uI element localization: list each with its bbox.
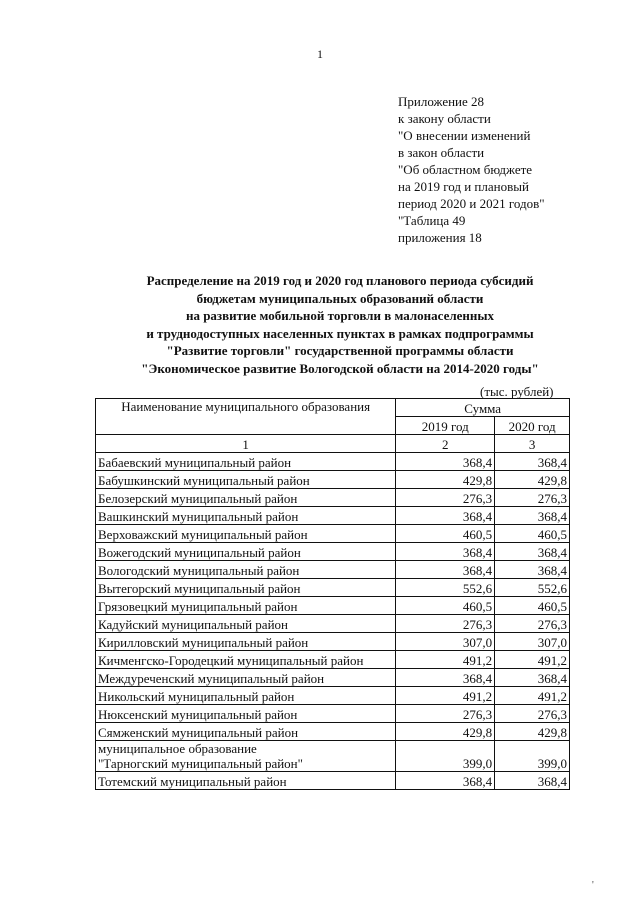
- column-number: 2: [396, 435, 495, 453]
- table-row: [96, 633, 570, 651]
- table-row: [96, 723, 570, 741]
- municipality-name-line: "Тарногский муниципальный район": [98, 756, 303, 771]
- table-row: [96, 561, 570, 579]
- column-number: 1: [96, 435, 396, 453]
- document-title: [0, 272, 640, 377]
- amount-2019: 368,4: [396, 561, 495, 579]
- table-row: [96, 651, 570, 669]
- municipality-name: Кадуйский муниципальный район: [96, 615, 396, 633]
- municipality-name: Кичменгско-Городецкий муниципальный район: [96, 651, 396, 669]
- municipality-name: Бабушкинский муниципальный район: [96, 471, 396, 489]
- title-line: бюджетам муниципальных образований области: [196, 290, 484, 306]
- amount-2020: 276,3: [495, 615, 570, 633]
- amount-2019: 460,5: [396, 525, 495, 543]
- units-label: (тыс. рублей): [480, 384, 554, 399]
- municipality-name: Грязовецкий муниципальный район: [96, 597, 396, 615]
- municipality-name: Вологодский муниципальный район: [96, 561, 396, 579]
- appendix-line: на 2019 год и плановый: [398, 179, 529, 194]
- amount-2020: 368,4: [495, 772, 570, 790]
- appendix-line: "Об областном бюджете: [398, 162, 533, 177]
- amount-2020: 276,3: [495, 705, 570, 723]
- appendix-line: период 2020 и 2021 годов": [398, 196, 545, 211]
- municipality-name: Вашкинский муниципальный район: [96, 507, 396, 525]
- header-2020: 2020 год: [495, 417, 570, 435]
- amount-2020: 368,4: [495, 561, 570, 579]
- column-number-row: [96, 435, 570, 453]
- amount-2019: 491,2: [396, 687, 495, 705]
- amount-2019: 276,3: [396, 489, 495, 507]
- amount-2020: 307,0: [495, 633, 570, 651]
- amount-2020: 399,0: [495, 741, 570, 772]
- amount-2019: 307,0: [396, 633, 495, 651]
- table-body: [96, 453, 570, 790]
- municipality-name: Вожегодский муниципальный район: [96, 543, 396, 561]
- amount-2019: 368,4: [396, 507, 495, 525]
- municipality-name: Белозерский муниципальный район: [96, 489, 396, 507]
- municipality-name-line: муниципальное образование: [98, 741, 257, 756]
- table-row: [96, 687, 570, 705]
- amount-2019: 429,8: [396, 723, 495, 741]
- table-row: [96, 669, 570, 687]
- amount-2019: 276,3: [396, 705, 495, 723]
- appendix-line: к закону области: [398, 111, 491, 126]
- amount-2019: 276,3: [396, 615, 495, 633]
- amount-2019: 368,4: [396, 669, 495, 687]
- table-row: [96, 705, 570, 723]
- amount-2020: 276,3: [495, 489, 570, 507]
- appendix-line: "Таблица 49: [398, 213, 466, 228]
- amount-2020: 368,4: [495, 453, 570, 471]
- amount-2020: 429,8: [495, 723, 570, 741]
- title-line: "Экономическое развитие Вологодской области на 2014-2020 годы": [141, 360, 539, 376]
- table-row: [96, 579, 570, 597]
- municipality-name: Вытегорский муниципальный район: [96, 579, 396, 597]
- amount-2020: 552,6: [495, 579, 570, 597]
- amount-2020: 460,5: [495, 597, 570, 615]
- title-line: на развитие мобильной торговли в малонаселенных: [185, 308, 495, 323]
- amount-2020: 368,4: [495, 543, 570, 561]
- title-line: Распределение на 2019 год и 2020 год планового периода субсидий: [146, 273, 534, 288]
- header-2019: 2019 год: [396, 417, 495, 435]
- amount-2019: 460,5: [396, 597, 495, 615]
- table-row: [96, 525, 570, 543]
- title-line: "Развитие торговли" государственной программы области: [166, 343, 514, 358]
- appendix-line: в закон области: [398, 145, 485, 160]
- amount-2020: 368,4: [495, 669, 570, 687]
- title-line: и труднодоступных населенных пунктах в рамках подпрограммы: [146, 325, 534, 341]
- amount-2019: 429,8: [396, 471, 495, 489]
- table-row: [96, 741, 570, 772]
- header-sum: Сумма: [396, 399, 570, 417]
- municipality-name: Междуреченский муниципальный район: [96, 669, 396, 687]
- amount-2020: 460,5: [495, 525, 570, 543]
- table-row: [96, 772, 570, 790]
- page-number: 1: [317, 47, 323, 61]
- municipality-name: Никольский муниципальный район: [96, 687, 396, 705]
- amount-2020: 491,2: [495, 651, 570, 669]
- scan-mark: ': [592, 880, 594, 891]
- municipality-name: [96, 741, 396, 772]
- amount-2020: 368,4: [495, 507, 570, 525]
- amount-2020: 429,8: [495, 471, 570, 489]
- municipality-name: Тотемский муниципальный район: [96, 772, 396, 790]
- table-row: [96, 453, 570, 471]
- table-row: [96, 543, 570, 561]
- municipality-name: Бабаевский муниципальный район: [96, 453, 396, 471]
- municipality-name: Сямженский муниципальный район: [96, 723, 396, 741]
- table-row: [96, 489, 570, 507]
- amount-2019: 368,4: [396, 453, 495, 471]
- appendix-line: Приложение 28: [398, 94, 485, 109]
- amount-2020: 491,2: [495, 687, 570, 705]
- amount-2019: 491,2: [396, 651, 495, 669]
- appendix-line: приложения 18: [398, 230, 482, 245]
- subsidy-table: [95, 398, 570, 790]
- amount-2019: 368,4: [396, 543, 495, 561]
- municipality-name: Нюксенский муниципальный район: [96, 705, 396, 723]
- amount-2019: 399,0: [396, 741, 495, 772]
- column-number: 3: [495, 435, 570, 453]
- municipality-name: Верховажский муниципальный район: [96, 525, 396, 543]
- table-row: [96, 615, 570, 633]
- header-municipality: Наименование муниципального образования: [96, 399, 396, 435]
- table-header-row: [96, 399, 570, 417]
- amount-2019: 552,6: [396, 579, 495, 597]
- table-row: [96, 597, 570, 615]
- amount-2019: 368,4: [396, 772, 495, 790]
- table-row: [96, 471, 570, 489]
- table-row: [96, 507, 570, 525]
- municipality-name: Кирилловский муниципальный район: [96, 633, 396, 651]
- appendix-line: "О внесении изменений: [398, 128, 531, 143]
- appendix-block: [398, 93, 545, 246]
